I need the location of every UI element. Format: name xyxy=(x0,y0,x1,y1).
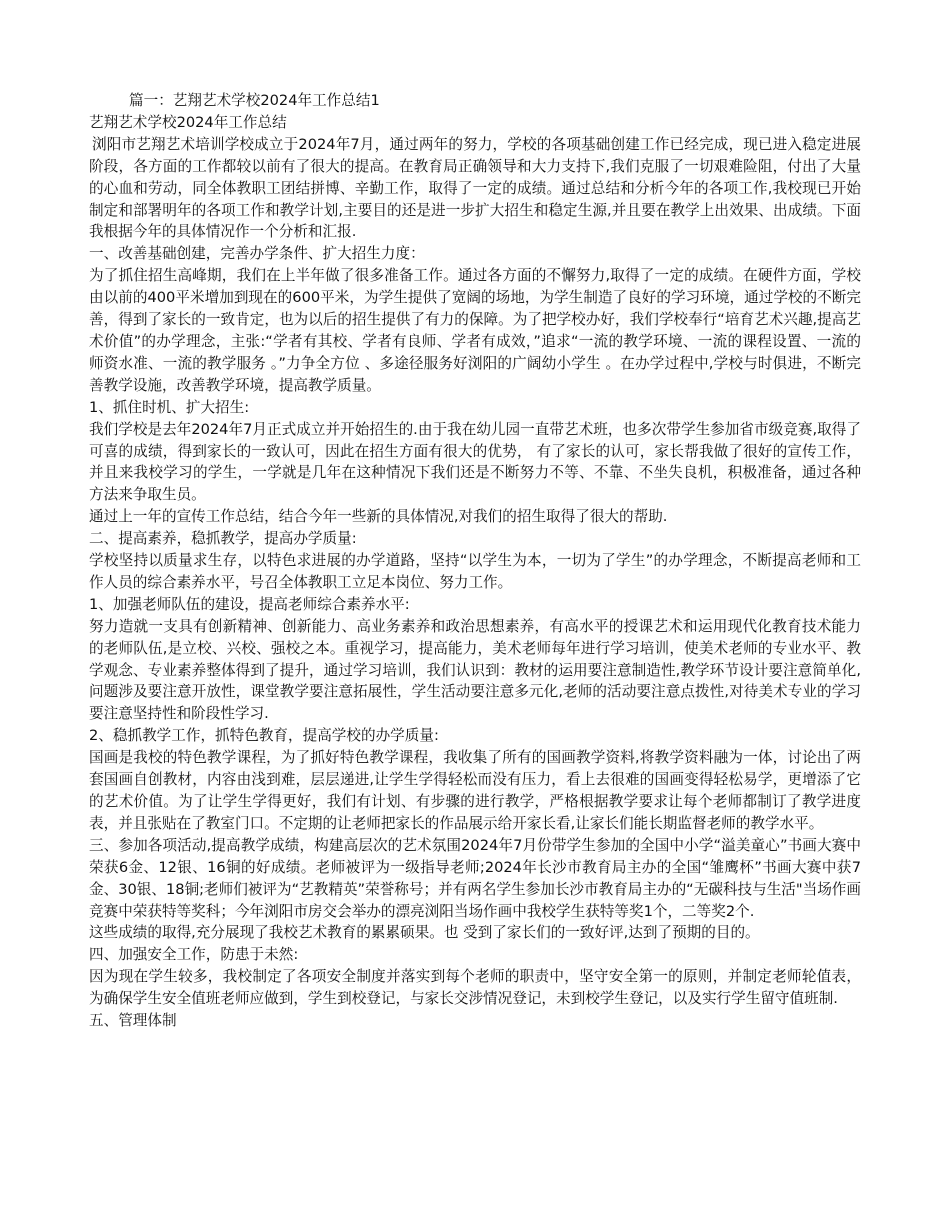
subsection-heading: 2、稳抓教学工作，抓特色教育，提高学校的办学质量: xyxy=(89,727,439,745)
paragraph: 学校坚持以质量求生存，以特色求进展的办学道路，坚持“以学生为本，一切为了学生”的办学理念，不断提高老师和工作人员的综合素养水平，号召全体教职工立足本岗位、努力工作。 xyxy=(89,552,861,591)
paragraph: 我们学校是去年2024年7月正式成立并开始招生的.由于我在幼儿园一直带艺术班，也多次带学生参加省市级竞赛,取得了可喜的成绩，得到家长的一致认可，因此在招生方面有很大的优势， 有了家长的认可，家长帮我做了很好的宣传工作，并且来我校学习的学生，一学就是几年在这种情况下我们还是不断努力不等、不靠、不坐失良机，积极准备，通过各种方法来争取生员。 xyxy=(89,420,861,504)
section-heading-4: 四、加强安全工作，防患于未然: xyxy=(89,946,299,964)
section-heading-3: 三、参加各项活动,提高教学成绩，构建高层次的艺术氛围2024年7月份带学生参加的全国中小学“溢美童心”书画大赛中荣获6金、12银、16铜的好成绩。老师被评为一级指导老师;2024年长沙市教育局主办的全国“雏鹰杯”书画大赛中获7金、30银、18铜;老师们被评为“艺教精英”荣誉称号；并有两名学生参加长沙市教育局主办的“无碳科技与生活"当场作画竞赛中荣获特等奖科；今年浏阳市房交会举办的漂亮浏阳当场作画中我校学生获特等奖1个，二等奖2个. xyxy=(89,836,861,920)
subsection-heading: 1、抓住时机、扩大招生: xyxy=(89,398,250,416)
paragraph: 因为现在学生较多，我校制定了各项安全制度并落实到每个老师的职责中，坚守安全第一的原则，并制定老师轮值表，为确保学生安全值班老师应做到，学生到校登记，与家长交涉情况登记，未到校学生登记，以及实行学生留守值班制. xyxy=(89,968,861,1008)
document-title: 艺翔艺术学校2024年工作总结 xyxy=(89,113,287,131)
paragraph: 为了抓住招生高峰期，我们在上半年做了很多准备工作。通过各方面的不懈努力,取得了一定的成绩。在硬件方面，学校由以前的400平米增加到现在的600平米，为学生提供了宽阔的场地，为学生制造了良好的学习环境，通过学校的不断完善，得到了家长的一致肯定，也为以后的招生提供了有力的保障。为了把学校办好，我们学校奉行“培育艺术兴趣,提高艺术价值”的办学理念，主张:“学者有其校、学者有良师、学者有成效，”追求“一流的教学环境、一流的课程设置、一流的师资水准、一流的教学服务 。”力争全方位 、多途径服务好浏阳的广阔幼小学生 。在办学过程中,学校与时俱进，不断完善教学设施，改善教学环境，提高教学质量。 xyxy=(89,267,861,394)
section-heading-5: 五、管理体制 xyxy=(89,1012,177,1030)
paragraph: 努力造就一支具有创新精神、创新能力、高业务素养和政治思想素养，有高水平的授课艺术和运用现代化教育技术能力的老师队伍,是立校、兴校、强校之本。重视学习，提高能力，美术老师每年进行学习培训，使美术老师的专业水平、教学观念、专业素养整体得到了提升，通过学习培训，我们认识到：教材的运用要注意制造性,教学环节设计要注意简单化,问题涉及要注意开放性，课堂教学要注意拓展性，学生活动要注意多元化,老师的活动要注意点拨性,对待美术专业的学习要注意坚持性和阶段性学习. xyxy=(89,617,861,723)
document-body xyxy=(89,90,861,1032)
paragraph-intro: 浏阳市艺翔艺术培训学校成立于2024年7月，通过两年的努力，学校的各项基础创建工作已经完成，现已进入稳定进展阶段，各方面的工作都较以前有了很大的提高。在教育局正确领导和大力支持下,我们克服了一切艰难险阻，付出了大量的心血和劳动，同全体教职工团结拼博、辛勤工作，取得了一定的成绩。通过总结和分析今年的各项工作,我校现已开始制定和部署明年的各项工作和教学计划,主要目的还是进一步扩大招生和稳定生源,并且要在教学上出效果、出成绩。下面我根据今年的具体情况作一个分析和汇报. xyxy=(89,135,861,241)
section-heading-2: 二、提高素养，稳抓教学，提高办学质量: xyxy=(89,530,357,548)
paragraph: 国画是我校的特色教学课程，为了抓好特色教学课程，我收集了所有的国画教学资料,将教学资料融为一体，讨论出了两套国画自创教材，内容由浅到难，层层递进,让学生学得轻松而没有压力，看上去很难的国画变得轻松易学，更增添了它的艺术价值。为了让学生学得更好，我们有计划、有步骤的进行教学，严格根据教学要求让每个老师都制订了教学进度表，并且张贴在了教室门口。不定期的让老师把家长的作品展示给开家长看,让家长们能长期监督老师的教学水平。 xyxy=(89,749,861,832)
paragraph: 通过上一年的宣传工作总结，结合今年一些新的具体情况,对我们的招生取得了很大的帮助. xyxy=(89,508,668,526)
section-heading-1: 一、改善基础创建，完善办学条件、扩大招生力度： xyxy=(89,245,425,263)
paragraph: 这些成绩的取得,充分展现了我校艺术教育的累累硕果。也 受到了家长们的一致好评,达到了预期的目的。 xyxy=(89,924,760,942)
subsection-heading: 1、加强老师队伍的建设，提高老师综合素养水平: xyxy=(89,595,410,613)
header-title: 篇一：艺翔艺术学校2024年工作总结1 xyxy=(129,92,380,109)
